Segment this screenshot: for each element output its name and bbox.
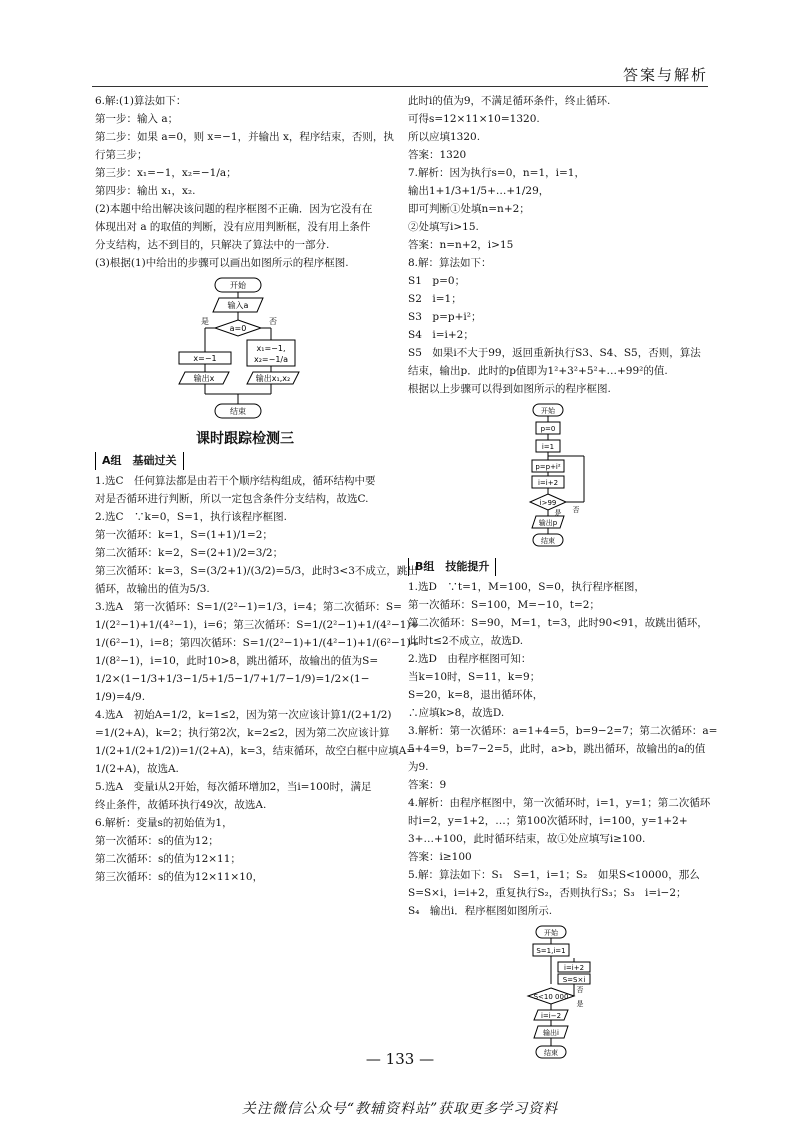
flow1-out-no: 输出x₁,x₂	[255, 374, 291, 383]
answer-q6	[95, 92, 395, 272]
left-line: 1/(2+A)，故选A.	[95, 763, 179, 775]
flow2-yes: 是	[554, 509, 562, 517]
flow2-pp: p=p+i²	[535, 463, 561, 471]
flowchart-q8	[408, 402, 708, 552]
right-mid-line: 5+4=9，b=7−2=5，此时，a>b，跳出循环，故输出的a的值	[408, 743, 706, 755]
right-mid-line: 答案：9	[408, 779, 447, 791]
section-title: 课时跟踪检测三	[196, 431, 294, 447]
flow1-cond: a=0	[229, 324, 247, 333]
flow1-assign-yes: x=−1	[193, 354, 217, 363]
group-a-label: A组 基础过关	[95, 452, 184, 470]
right-mid-line: 3+…+100，此时循环结束，故①处应填写i≥100.	[408, 833, 646, 845]
flow3-ii: i=i+2	[563, 964, 585, 972]
flow2-ii: i=i+2	[537, 479, 559, 487]
right-mid-line: 第一次循环：S=100，M=−10，t=2；	[408, 599, 600, 611]
flow2-out: 输出p	[538, 519, 558, 527]
right-mid-line: 当k=10时，S=11，k=9；	[408, 671, 541, 683]
flow2-i1: i=1	[541, 443, 555, 451]
flow1-end: 结束	[230, 407, 246, 416]
flow3-out: 输出i	[543, 1029, 559, 1037]
right-mid-line: 答案：i≥100	[408, 851, 472, 863]
right-top-line: 所以应填1320.	[408, 131, 481, 143]
right-top-line: 答案：1320	[408, 149, 467, 161]
right-mid-line: 时i=2，y=1+2，…；第100次循环时，i=100，y=1+2+	[408, 815, 688, 827]
left-line: 6.解析：变量s的初始值为1，	[95, 817, 233, 829]
flow3-yes: 是	[576, 1000, 584, 1008]
left-line: 1/2×(1−1/3+1/3−1/5+1/5−1/7+1/7−1/9)=1/2×(1−	[95, 673, 370, 685]
left-line: 5.选A 变量i从2开始，每次循环增加2，当i=100时，满足	[95, 781, 372, 793]
group-b-label: B组 技能提升	[408, 558, 496, 576]
footer-note: 关注微信公众号“教辅资料站”获取更多学习资料	[241, 1101, 559, 1117]
q6-line: (3)根据(1)中给出的步骤可以画出如图所示的程序框图.	[95, 257, 349, 269]
right-top-line: 输出1+1/3+1/5+…+1/29，	[408, 185, 550, 197]
flow3-idec: i=i−2	[540, 1012, 562, 1020]
flow1-input: 输入a	[227, 301, 249, 310]
q6-line: 行第三步；	[95, 149, 148, 161]
right-answers-top	[408, 92, 708, 398]
flow1-yes: 是	[201, 317, 209, 326]
left-line: =1/(2+A)，k=2；执行第2次，k=2≤2，因为第二次应该计算	[95, 727, 390, 739]
left-line: 第一次循环：s的值为12；	[95, 835, 219, 847]
flow1-out-yes: 输出x	[193, 374, 215, 383]
right-mid-line: 第二次循环：S=90，M=1，t=3，此时90<91，故跳出循环，	[408, 617, 708, 629]
right-top-line: 此时i的值为9，不满足循环条件，终止循环.	[408, 95, 611, 107]
flow1-start: 开始	[230, 281, 246, 290]
left-line: 第二次循环：k=2，S=(2+1)/2=3/2；	[95, 547, 284, 559]
left-line: 对是否循环进行判断，所以一定包含条件分支结构，故选C.	[95, 493, 369, 505]
header-rule	[92, 86, 708, 87]
right-top-line: 答案：n=n+2，i>15	[408, 239, 514, 251]
q6-line: 第三步：x₁=−1，x₂=−1/a；	[95, 167, 237, 179]
flow3-init: S=1,i=1	[536, 947, 566, 955]
right-mid-line: 3.解析：第一次循环：a=1+4=5，b=9−2=7；第二次循环：a=	[408, 725, 718, 737]
right-mid-line: 4.解析：由程序框图中，第一次循环时，i=1，y=1；第二次循环	[408, 797, 711, 809]
flow1-assign-no-1: x₁=−1,	[256, 344, 286, 353]
flowchart-q6	[95, 276, 395, 426]
right-mid-line: 为9.	[408, 761, 429, 773]
flow3-end: 结束	[544, 1049, 558, 1057]
right-top-line: S5 如果i不大于99，返回重新执行S3、S4、S5，否则，算法	[408, 347, 701, 359]
flow3-start: 开始	[544, 929, 558, 937]
left-line: 1/(6²−1)，i=8；第四次循环：S=1/(2²−1)+1/(4²−1)+1/(6²−1)+	[95, 637, 420, 649]
flow2-no: 否	[572, 506, 580, 514]
q6-line: 第二步：如果 a=0，则 x=−1，并输出 x，程序结束，否则，执	[95, 131, 394, 143]
left-line: 2.选C ∵k=0，S=1，执行该程序框图.	[95, 511, 287, 523]
left-line: 第三次循环：s的值为12×11×10，	[95, 871, 264, 883]
q6-line: 体现出对 a 的取值的判断，没有应用判断框，没有用上条件	[95, 221, 371, 233]
right-mid-line: 此时t≤2不成立，故选D.	[408, 635, 524, 647]
left-line: 1/(8²−1)，i=10，此时10>8，跳出循环，故输出的值为S=	[95, 655, 379, 667]
flow2-start: 开始	[541, 407, 555, 415]
left-line: 第一次循环：k=1，S=(1+1)/1=2；	[95, 529, 273, 541]
left-line: 1/(2+1/(2+1/2))=1/(2+A)，k=3，结束循环，故空白框中应填A=	[95, 745, 416, 757]
left-line: 第三次循环：k=3，S=(3/2+1)/(3/2)=5/3，此时3<3不成立，跳出	[95, 565, 418, 577]
right-top-line: 可得s=12×11×10=1320.	[408, 113, 540, 125]
right-column	[408, 92, 718, 1088]
right-mid-line: ∴应填k>8，故选D.	[408, 707, 505, 719]
flow1-assign-no-2: x₂=−1/a	[253, 355, 289, 364]
left-line: 4.选A 初始A=1/2，k=1≤2，因为第一次应该计算1/(2+1/2)	[95, 709, 392, 721]
right-mid-line: S₄ 输出i．程序框图如图所示.	[408, 905, 553, 917]
left-line: 3.选A 第一次循环：S=1/(2²−1)=1/3，i=4；第二次循环：S=	[95, 601, 402, 613]
right-top-line: 结束，输出p．此时的p值即为1²+3²+5²+…+99²的值.	[408, 365, 668, 377]
flow3-no: 否	[576, 986, 584, 994]
flow2-end: 结束	[541, 537, 555, 545]
left-line: 1/9)=4/9.	[95, 691, 146, 703]
flow2-cond: i>99	[539, 499, 557, 507]
right-top-line: ②处填写i>15.	[408, 221, 479, 233]
right-top-line: S4 i=i+2；	[408, 329, 474, 341]
right-top-line: S3 p=p+i²；	[408, 311, 482, 323]
right-mid-line: S=20，k=8，退出循环体，	[408, 689, 544, 701]
left-line: 终止条件，故循环执行49次，故选A.	[95, 799, 267, 811]
page-number: — 133 —	[365, 1050, 435, 1068]
q6-line: 6.解:(1)算法如下：	[95, 95, 187, 107]
left-line: 第二次循环：s的值为12×11；	[95, 853, 241, 865]
right-mid-line: S=S×i，i=i+2，重复执行S₂，否则执行S₃；S₃ i=i−2；	[408, 887, 687, 899]
q6-line: 分支结构，达不到目的，只解决了算法中的一部分.	[95, 239, 330, 251]
left-line: 1.选C 任何算法都是由若干个顺序结构组成，循环结构中要	[95, 475, 376, 487]
left-line: 1/(2²−1)+1/(4²−1)，i=6；第三次循环：S=1/(2²−1)+1/(4²−1)+	[95, 619, 420, 631]
flow3-cond: S<10 000	[533, 993, 569, 1001]
right-top-line: S1 p=0；	[408, 275, 466, 287]
flow3-ss: S=S×i	[562, 976, 586, 984]
right-mid-line: 5.解：算法如下：S₁ S=1，i=1；S₂ 如果S<10000，那么	[408, 869, 700, 881]
right-top-line: 即可判断①处填n=n+2；	[408, 203, 530, 215]
right-top-line: 根据以上步骤可以得到如图所示的程序框图.	[408, 383, 611, 395]
left-line: 循环，故输出的值为5/3.	[95, 583, 210, 595]
header-title: 答案与解析	[622, 66, 708, 84]
right-top-line: 7.解析：因为执行s=0，n=1，i=1，	[408, 167, 585, 179]
right-top-line: 8.解：算法如下：	[408, 257, 492, 269]
q6-line: (2)本题中给出解决该问题的程序框图不正确．因为它没有在	[95, 203, 373, 215]
right-top-line: S2 i=1；	[408, 293, 462, 305]
flow2-p0: p=0	[540, 425, 556, 433]
q6-line: 第一步：输入 a；	[95, 113, 179, 125]
q6-line: 第四步：输出 x₁，x₂.	[95, 185, 196, 197]
right-mid-line: 2.选D 由程序框图可知：	[408, 653, 532, 665]
right-mid-line: 1.选D ∵t=1，M=100，S=0，执行程序框图，	[408, 581, 645, 593]
flow1-no: 否	[269, 317, 277, 326]
right-answers-mid	[408, 578, 718, 920]
